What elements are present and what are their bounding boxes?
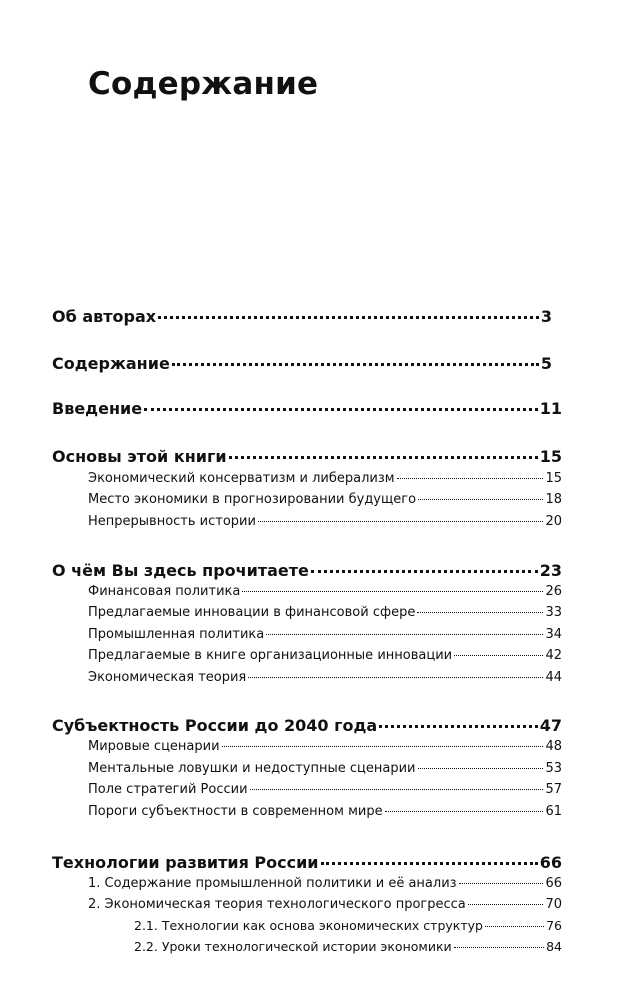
toc-entry-contents[interactable] — [52, 354, 552, 373]
toc-entry-label: Экономическая теория — [88, 670, 247, 685]
dot-leader — [222, 746, 544, 747]
dot-leader — [454, 947, 544, 948]
toc-entry-label: Основы этой книги — [52, 447, 227, 466]
toc-entry-page: 11 — [539, 399, 562, 418]
dot-leader — [229, 456, 538, 459]
dot-leader — [385, 811, 544, 812]
toc-subentry[interactable] — [88, 761, 562, 776]
toc-entry-page: 57 — [545, 782, 562, 797]
dot-leader — [379, 725, 538, 728]
toc-entry-label: Содержание — [52, 354, 170, 373]
toc-entry-page: 53 — [545, 761, 562, 776]
toc-subentry[interactable] — [88, 471, 562, 486]
toc-subentry[interactable] — [88, 804, 562, 819]
toc-entry-page: 47 — [539, 716, 562, 735]
dot-leader — [250, 789, 544, 790]
toc-subsubentry[interactable] — [134, 939, 562, 954]
toc-entry-label: Экономический консерватизм и либерализм — [88, 471, 395, 486]
toc-entry-book-foundations[interactable] — [52, 447, 562, 466]
toc-subentry[interactable] — [88, 670, 562, 685]
toc-entry-label: Мировые сценарии — [88, 739, 220, 754]
toc-entry-label: Пороги субъектности в современном мире — [88, 804, 383, 819]
toc-entry-label: Технологии развития России — [52, 853, 319, 872]
toc-entry-page: 23 — [539, 561, 562, 580]
toc-entry-russia-subjectivity[interactable] — [52, 716, 562, 735]
toc-entry-label: Предлагаемые инновации в финансовой сфере — [88, 605, 416, 620]
toc-entry-about-authors[interactable] — [52, 307, 552, 326]
dot-leader — [418, 768, 544, 769]
toc-entry-page: 3 — [540, 307, 552, 326]
toc-entry-page: 26 — [545, 584, 562, 599]
dot-leader — [454, 655, 543, 656]
dot-leader — [397, 478, 544, 479]
toc-entry-page: 44 — [545, 670, 562, 685]
dot-leader — [417, 612, 543, 613]
dot-leader — [485, 926, 544, 927]
toc-entry-page: 76 — [546, 918, 562, 933]
toc-entry-label: Об авторах — [52, 307, 157, 326]
toc-entry-label: Финансовая политика — [88, 584, 241, 599]
toc-entry-label: Введение — [52, 399, 143, 418]
toc-entry-page: 34 — [545, 627, 562, 642]
toc-entry-label: 2.1. Технологии как основа экономических структур — [134, 918, 483, 933]
dot-leader — [144, 408, 538, 411]
toc-entry-label: Ментальные ловушки и недоступные сценарии — [88, 761, 416, 776]
toc-entry-label: О чём Вы здесь прочитаете — [52, 561, 309, 580]
toc-entry-page: 42 — [545, 648, 562, 663]
toc-entry-page: 18 — [545, 492, 562, 507]
toc-entry-introduction[interactable] — [52, 399, 562, 418]
toc-subsubentry[interactable] — [134, 918, 562, 933]
dot-leader — [172, 363, 539, 366]
dot-leader — [258, 521, 544, 522]
toc-entry-label: Непрерывность истории — [88, 514, 256, 529]
toc-subentry[interactable] — [88, 648, 562, 663]
dot-leader — [266, 634, 543, 635]
dot-leader — [158, 316, 539, 319]
toc-subentry[interactable] — [88, 627, 562, 642]
toc-subentry[interactable] — [88, 492, 562, 507]
toc-entry-development-technologies[interactable] — [52, 853, 562, 872]
toc-entry-label: Поле стратегий России — [88, 782, 248, 797]
toc-entry-page: 33 — [545, 605, 562, 620]
toc-subentry[interactable] — [88, 584, 562, 599]
toc-entry-label: 1. Содержание промышленной политики и её анализ — [88, 876, 457, 891]
dot-leader — [242, 591, 543, 592]
toc-entry-page: 48 — [545, 739, 562, 754]
toc-entry-label: Промышленная политика — [88, 627, 265, 642]
dot-leader — [321, 862, 538, 865]
dot-leader — [468, 904, 544, 905]
toc-entry-page: 61 — [545, 804, 562, 819]
toc-subentry[interactable] — [88, 876, 562, 891]
toc-entry-page: 15 — [539, 447, 562, 466]
toc-subentry[interactable] — [88, 897, 562, 912]
dot-leader — [248, 677, 543, 678]
toc-entry-page: 5 — [540, 354, 552, 373]
toc-subentry[interactable] — [88, 782, 562, 797]
toc-subentry[interactable] — [88, 605, 562, 620]
toc-entry-label: Предлагаемые в книге организационные инновации — [88, 648, 453, 663]
toc-subentry[interactable] — [88, 514, 562, 529]
page-title: Содержание — [88, 66, 319, 102]
toc-entry-page: 66 — [545, 876, 562, 891]
toc-entry-page: 15 — [545, 471, 562, 486]
toc-subentry[interactable] — [88, 739, 562, 754]
toc-entry-page: 84 — [546, 939, 562, 954]
dot-leader — [418, 499, 543, 500]
dot-leader — [311, 570, 538, 573]
toc-entry-page: 20 — [545, 514, 562, 529]
dot-leader — [459, 883, 544, 884]
toc-entry-label: Субъектность России до 2040 года — [52, 716, 378, 735]
toc-entry-label: Место экономики в прогнозировании будущего — [88, 492, 417, 507]
toc-entry-page: 70 — [545, 897, 562, 912]
toc-entry-page: 66 — [539, 853, 562, 872]
toc-entry-label: 2.2. Уроки технологической истории экономики — [134, 939, 452, 954]
toc-entry-label: 2. Экономическая теория технологического прогресса — [88, 897, 466, 912]
toc-entry-what-you-read[interactable] — [52, 561, 562, 580]
